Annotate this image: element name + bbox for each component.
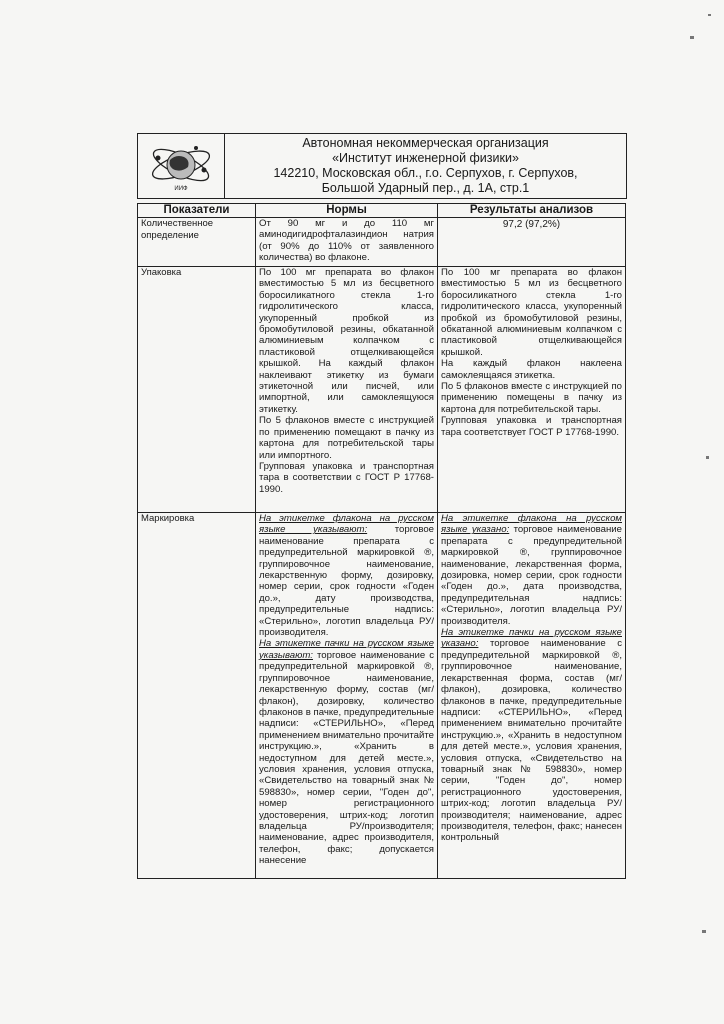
- result-cell: [438, 267, 626, 513]
- result-cell: [438, 513, 626, 879]
- scan-mark: [690, 36, 694, 39]
- norm-text: От 90 мг и до 110 мг аминодигидрофталазиндион натрия (от 90% до 110% от заявленного количества) во флаконе.: [259, 218, 434, 264]
- result-text: По 100 мг препарата во флакон вместимостью 5 мл из бесцветного боросиликатного стекла 1-го гидролитического класса, укупоренный пробкой из бромобутиловой резины, обкатанной алюминиевым колпачком с пластиковой отщелкивающейся крышкой. На каждый флакон наклеена самоклеящаяся этикетка. По 5 флаконов вместе с инструкцией по применению помещены в пачку из картона для потребительской тары. Групповая упаковка и транспортная тара соответствует ГОСТ Р 17768-1990.: [441, 267, 622, 438]
- norm-cell: [256, 513, 438, 879]
- row-label: Количественное определение: [138, 218, 256, 267]
- org-details: [225, 134, 626, 198]
- table-row: [138, 267, 626, 513]
- analysis-table: [137, 203, 626, 879]
- header-indicators: Показатели: [138, 204, 256, 218]
- header-results: Результаты анализов: [438, 204, 626, 218]
- result-intro: На этикетке флакона на русском языке указано:: [441, 513, 622, 536]
- org-address-line2: Большой Ударный пер., д. 1А, стр.1: [321, 181, 530, 195]
- org-quoted-name: «Институт инженерной физики»: [332, 151, 519, 165]
- table-row: [138, 218, 626, 267]
- result-text: торговое наименование препарата с предупредительной маркировкой ®, группировочное наименование, лекарственная форма, дозировка, номер серии, срок годности «Годен до.», дата производства, предупредительная надпись: «Стерильно», логотип владельца РУ/производителя.: [441, 524, 622, 627]
- norm-intro: На этикетке пачки на русском языке указывают:: [259, 638, 434, 661]
- org-logo: [138, 134, 225, 198]
- result-text: торговое наименование с предупредительной маркировкой ®, группировочное наименование, лекарственная форма, состав (мг/флакон), дозировка, количество флаконов в пачке, предупредительные надписи: «СТЕРИЛЬНО», «Перед применением внимательно прочитайте инструкцию.», «Хранить в недоступном для детей месте.», условия хранения, условия отпуска, «Свидетельство на товарный знак № 598830», номер серии, "Годен до", номер регистрационного удостоверения, штрих-код; логотип владельца РУ/производителя; наименование, адрес производителя, телефон, факс; нанесен контрольный: [441, 638, 622, 844]
- norm-text: торговое наименование с предупредительной маркировкой ®, группировочное наименование, лекарственную форму, состав (мг/флакон), дозировку, количество флаконов в пачке, предупредительные надписи: «СТЕРИЛЬНО», «Перед применением внимательно прочитайте инструкцию.», «Хранить в недоступном для детей месте.», условия хранения, условия отпуска, «Свидетельство на товарный знак № 598830», номер серии, "Годен до", номер регистрационного удостоверения, штрих-код; логотип владельца РУ/производителя; наименование, адрес производителя, телефон, факс; допускается нанесение: [259, 649, 434, 867]
- row-label: Маркировка: [138, 513, 256, 879]
- org-address-line1: 142210, Московская обл., г.о. Серпухов, г. Серпухов,: [273, 166, 578, 180]
- svg-text:ИИФ: ИИФ: [174, 186, 188, 192]
- result-cell: 97,2 (97,2%): [438, 218, 626, 267]
- org-name: Автономная некоммерческая организация: [302, 136, 549, 150]
- org-header: [137, 133, 627, 199]
- header-norms: Нормы: [256, 204, 438, 218]
- norm-text: торговое наименование препарата с предупредительной маркировкой ®, группировочное наименование, лекарственную форму, дозировку, номер серии, срок годности «Годен до.», дату производства, предупредительные надпись: «Стерильно», логотип владельца РУ/производителя.: [259, 524, 435, 639]
- norm-cell: [256, 267, 438, 513]
- norm-text: По 100 мг препарата во флакон вместимостью 5 мл из бесцветного боросиликатного стекла 1-го гидролитического класса, укупоренный пробкой из бромобутиловой резины, обкатанной алюминиевым колпачком с пластиковой отщелкивающейся крышкой. На каждый флакон наклеивают этикетку из бумаги этикеточной или писчей, или импортной, или самоклеящуюся этикетку. По 5 флаконов вместе с инструкцией по применению помещают в пачку из картона для потребительской тары или импортного. Групповая упаковка и транспортная тара в соответствии с ГОСТ Р 17768-1990.: [259, 267, 434, 495]
- scan-mark: [702, 930, 706, 933]
- table-row: [138, 513, 626, 879]
- result-intro: На этикетке пачки на русском языке указано:: [441, 627, 622, 650]
- row-label: Упаковка: [138, 267, 256, 513]
- table-header-row: [138, 204, 626, 218]
- norm-cell: [256, 218, 438, 267]
- scan-mark: [706, 456, 709, 459]
- scan-mark: [708, 14, 711, 16]
- atom-globe-icon: [146, 140, 216, 192]
- norm-intro: На этикетке флакона на русском языке указывают:: [259, 513, 434, 536]
